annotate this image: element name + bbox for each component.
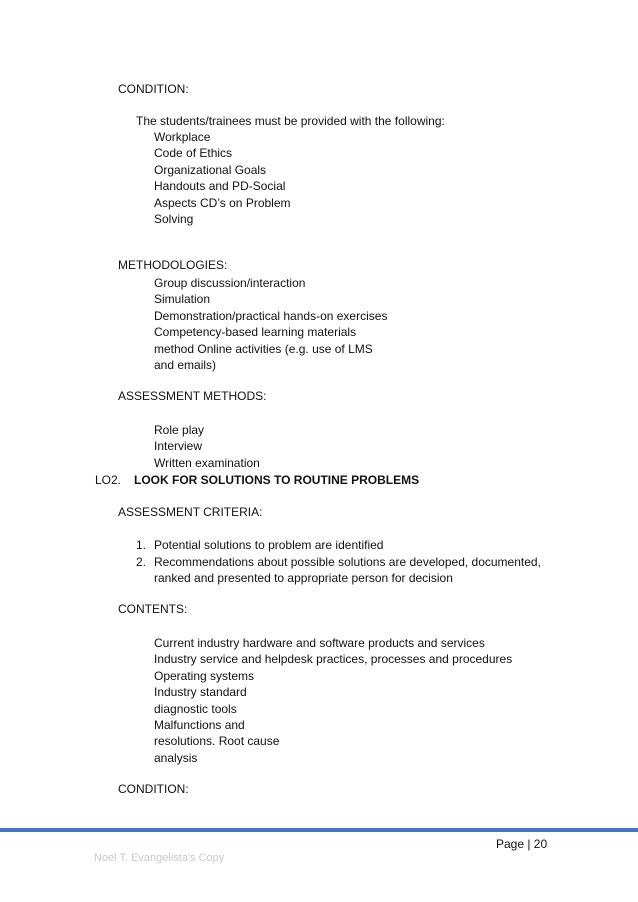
item-text: Potential solutions to problem are identified — [154, 538, 384, 552]
list-item: Demonstration/practical hands-on exercises — [154, 308, 388, 323]
condition-heading: CONDITION: — [118, 782, 189, 796]
contents-heading: CONTENTS: — [118, 602, 188, 616]
lo2-number: LO2. — [95, 473, 122, 487]
item-text: Recommendations about possible solutions are developed, documented, — [154, 554, 541, 569]
list-item: analysis — [154, 750, 198, 765]
list-item: Interview — [154, 439, 203, 454]
list-item: Industry service and helpdesk practices, processes and procedures — [154, 652, 513, 667]
list-item: Simulation — [154, 292, 211, 307]
contents-list — [154, 635, 512, 766]
assessment-criteria-heading: ASSESSMENT CRITERIA: — [118, 505, 263, 519]
list-item: Malfunctions and — [154, 717, 245, 732]
lo2-title: LOOK FOR SOLUTIONS TO ROUTINE PROBLEMS — [134, 473, 420, 487]
list-item: resolutions. Root cause — [154, 734, 280, 749]
list-item: Role play — [154, 423, 205, 437]
assessment-methods-list — [154, 422, 260, 471]
list-item: Aspects CD’s on Problem — [154, 195, 291, 210]
item-text-continued: ranked and presented to appropriate person for decision — [154, 571, 453, 585]
list-item: Solving — [154, 211, 194, 226]
list-item: Handouts and PD-Social — [154, 179, 286, 194]
condition-list — [154, 129, 291, 227]
footer-rule — [0, 828, 638, 832]
item-number: 1. — [136, 538, 147, 552]
list-item: Organizational Goals — [154, 162, 267, 177]
list-item: Operating systems — [154, 668, 255, 683]
assessment-criteria-list — [136, 537, 541, 587]
list-item: diagnostic tools — [154, 701, 237, 716]
list-item: Industry standard — [154, 685, 247, 700]
condition-heading: CONDITION: — [118, 82, 189, 96]
list-item: method Online activities (e.g. use of LMS — [154, 341, 373, 356]
watermark: Noel T. Evangelista's Copy — [94, 852, 225, 864]
assessment-methods-heading: ASSESSMENT METHODS: — [118, 389, 267, 403]
list-item: Group discussion/interaction — [154, 276, 306, 290]
item-number: 2. — [136, 554, 147, 569]
list-item: Workplace — [154, 130, 211, 144]
list-item — [136, 554, 541, 587]
list-item: Code of Ethics — [154, 146, 233, 161]
list-item: Competency-based learning materials — [154, 325, 357, 340]
list-item: Current industry hardware and software products and services — [154, 636, 485, 650]
list-item: and emails) — [154, 357, 217, 372]
list-item: Written examination — [154, 455, 260, 470]
condition-intro: The students/trainees must be provided with the following: — [136, 114, 445, 128]
methodologies-list — [154, 275, 387, 373]
list-item — [136, 537, 541, 554]
methodologies-heading: METHODOLOGIES: — [118, 258, 228, 272]
page-number: Page | 20 — [496, 837, 548, 851]
